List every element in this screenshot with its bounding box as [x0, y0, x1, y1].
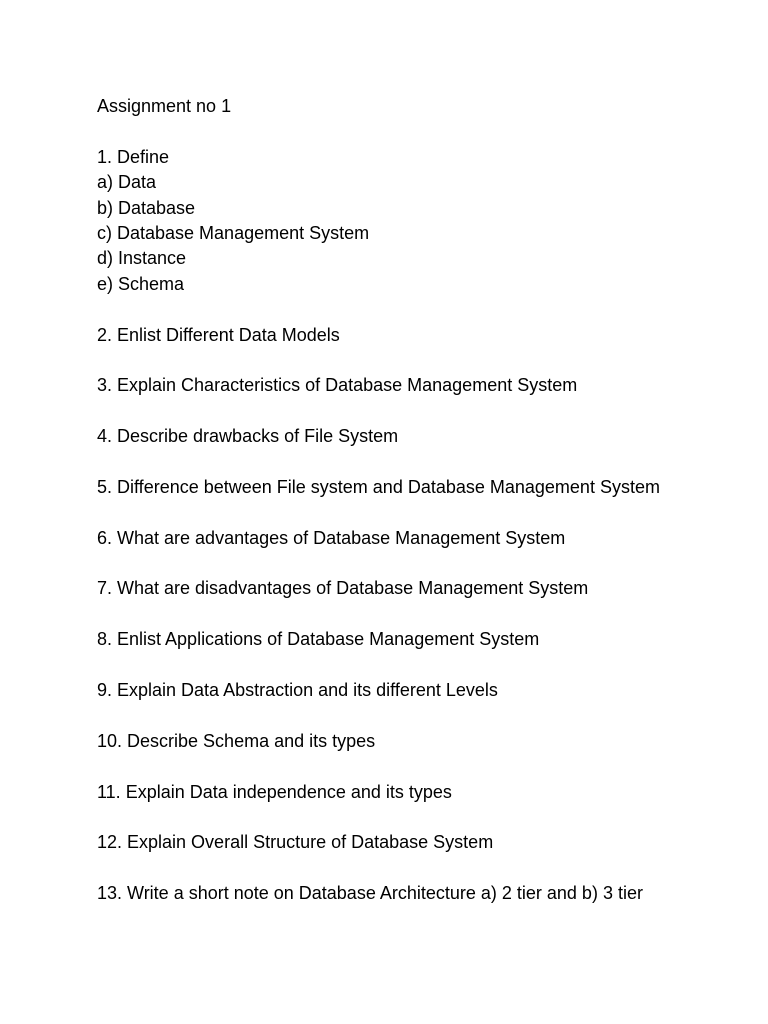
spacer — [97, 399, 737, 424]
spacer — [97, 551, 737, 576]
question-1-item-c: c) Database Management System — [97, 222, 370, 243]
question-4: 4. Describe drawbacks of File System — [97, 426, 399, 447]
question-1-item-d: d) Instance — [97, 248, 187, 269]
document-page — [97, 94, 737, 907]
spacer — [97, 348, 737, 373]
question-11: 11. Explain Data independence and its types — [97, 781, 452, 802]
spacer — [97, 856, 737, 881]
question-2: 2. Enlist Different Data Models — [97, 324, 340, 345]
question-8: 8. Enlist Applications of Database Management System — [97, 629, 540, 650]
question-3: 3. Explain Characteristics of Database Management System — [97, 375, 578, 396]
question-6: 6. What are advantages of Database Management System — [97, 527, 566, 548]
spacer — [97, 602, 737, 627]
spacer — [97, 449, 737, 474]
question-1-item-e: e) Schema — [97, 273, 185, 294]
question-9: 9. Explain Data Abstraction and its different Levels — [97, 679, 498, 700]
question-7: 7. What are disadvantages of Database Management System — [97, 578, 589, 599]
question-10: 10. Describe Schema and its types — [97, 730, 376, 751]
spacer — [97, 653, 737, 678]
spacer — [97, 119, 737, 144]
question-5: 5. Difference between File system and Database Management System — [97, 476, 660, 497]
spacer — [97, 297, 737, 322]
spacer — [97, 703, 737, 728]
spacer — [97, 805, 737, 830]
question-1-item-a: a) Data — [97, 172, 157, 193]
question-13: 13. Write a short note on Database Architecture a) 2 tier and b) 3 tier — [97, 883, 643, 904]
document-title: Assignment no 1 — [97, 96, 232, 116]
spacer — [97, 754, 737, 779]
question-1-item-b: b) Database — [97, 197, 196, 218]
question-1-heading: 1. Define — [97, 146, 170, 167]
question-12: 12. Explain Overall Structure of Database System — [97, 832, 494, 853]
spacer — [97, 500, 737, 525]
